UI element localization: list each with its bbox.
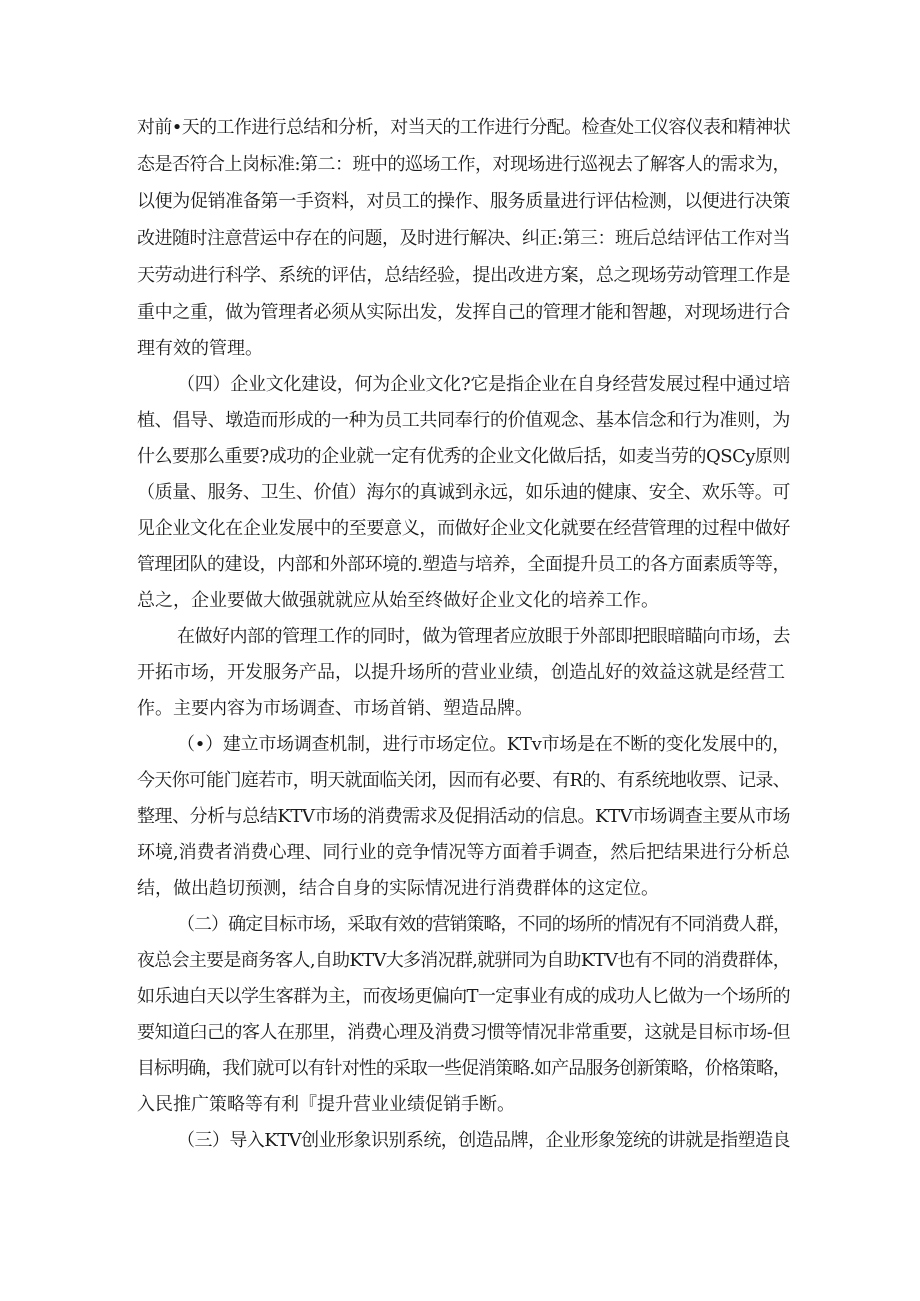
text-line: 态是否符合上岗标准:第二：班中的巡场工作，对现场进行巡视去了解客人的需求为， [137, 154, 790, 175]
text-line: 总之，企业要做大做强就就应从始至终做好企业文化的培养工作。 [137, 590, 659, 611]
text-line: 改进随时注意营运中存在的问题，及时进行解决、纠正:第三：班后总结评估工作对当 [137, 228, 790, 249]
text-line: 对前•天的工作进行总结和分析，对当天的工作进行分配。检查处工仪容仪表和精神状 [137, 117, 790, 138]
paragraph-first-line: （二）确定目标市场，采取有效的营销策略，不同的场所的情况有不同消费人群， [177, 914, 790, 935]
text-line: 理有效的管理。 [137, 338, 263, 359]
text-line: 管理团队的建设，内部和外部环境的.塑造与培养，全面提升员工的各方面素质等等， [137, 554, 790, 575]
text-line: 作。主要内容为市场调查、市场首销、塑造品牌。 [137, 698, 533, 719]
text-line: 入民推广策略等有利『提升营业业绩促销手断。 [137, 1094, 515, 1115]
text-line: 要知道臼己的客人在那里，消费心理及消费习惯等情况非常重要，这就是目标市场-但 [137, 1022, 791, 1043]
text-line: 以便为促销准备第一手资料，对员工的操作、服务质量进行评估检测，以便进行决策 [137, 191, 790, 212]
text-line: 整理、分析与总结KTV市场的消费需求及促捐活动的信息。KTV市场调查主要从市场 [137, 806, 790, 827]
paragraph-first-line: （•）建立市场调查机制，进行市场定位。KTv市场是在不断的变化发展中的， [177, 734, 790, 755]
paragraph-first-line: （三）导入KTV创业形象识别系统，创造品牌，企业形象笼统的讲就是指塑造良 [177, 1130, 790, 1151]
text-line: 今天你可能门庭若市，明天就面临关闭，因而有必要、有R的、有系统地收票、记录、 [137, 770, 790, 791]
text-line: 天劳动进行科学、系统的评估，总结经验，提出改进方案，总之现场劳动管理工作是 [137, 265, 790, 286]
text-line: 开拓市场，开发服务产品，以提升场所的营业业绩，创造乩好的效益这就是经营工 [137, 662, 785, 683]
paragraph-first-line: （四）企业文化建设，何为企业文化?它是指企业在自身经营发展过程中通过培 [177, 374, 790, 395]
text-line: 目标明确，我们就可以有针对性的采取一些促消策略.如产品服务创新策略，价格策略， [137, 1058, 790, 1079]
text-line: 环境,消费者消费心理、同行业的竞争情况等方面着手调查，然后把结果进行分析总 [137, 842, 790, 863]
text-line: 重中之重，做为管理者必须从实际出发，发挥自己的管理才能和智趣，对现场进行合 [137, 302, 790, 323]
text-line: 植、倡导、墩造而形成的一种为员工共同奉行的价值观念、基本信念和行为准则，为 [137, 410, 790, 431]
text-line: 见企业文化在企业发展中的至要意义，而做好企业文化就要在经营管理的过程中做好 [137, 518, 790, 539]
text-line: 什么要那么重要?成功的企业就一定有优秀的企业文化做后括，如麦当劳的QSCy原则 [137, 446, 790, 467]
text-line: 结，做出趋切预测，结合自身的实际情况进行消费群体的这定位。 [137, 878, 659, 899]
paragraph-first-line: 在做好内部的管理工作的同时，做为管理者应放眼于外部即把眼暗瞄向市场，去 [177, 626, 790, 647]
text-line: 如乐迪白天以学生客群为主，而夜场更偏向T一定事业有成的成功人匕做为一个场所的 [137, 986, 790, 1007]
text-line: （质量、服务、卫生、价值）海尔的真诚到永远，如乐迪的健康、安全、欢乐等。可 [137, 482, 790, 503]
text-line: 夜总会主要是商务客人,自助KTV大多消况群,就骈同为自助KTV也有不同的消费群体， [137, 950, 790, 971]
